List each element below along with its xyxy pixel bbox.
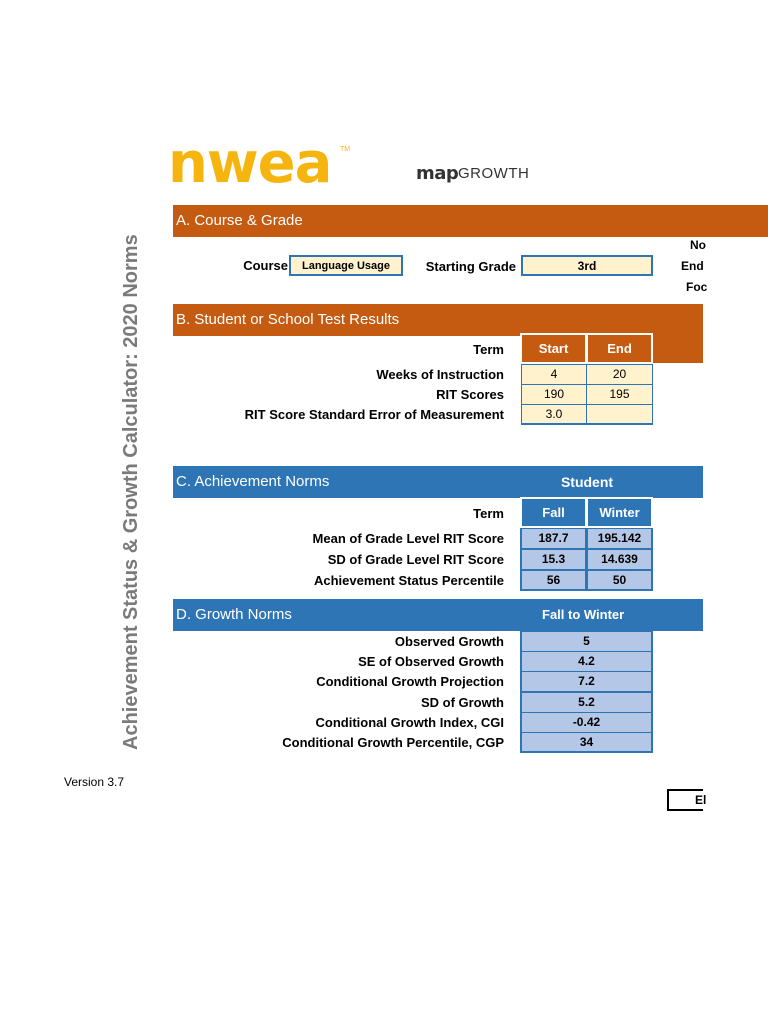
cgp-value: 34	[520, 732, 653, 753]
course-label: Course	[243, 258, 288, 273]
mean-rit-winter: 195.142	[586, 528, 653, 549]
section-d-title: D. Growth Norms	[176, 606, 292, 623]
section-b-header	[173, 304, 703, 336]
section-b-title: B. Student or School Test Results	[176, 311, 400, 328]
section-c-title: C. Achievement Norms	[176, 473, 330, 490]
growth-period-header: Fall to Winter	[520, 599, 703, 631]
growth-projection-value: 7.2	[520, 671, 653, 692]
cgi-value: -0.42	[520, 712, 653, 733]
cut-label-foc: Foc	[686, 280, 708, 294]
cut-off-button[interactable]: El	[667, 789, 703, 811]
rit-start-input[interactable]: 190	[521, 384, 587, 405]
map-logo-text: map	[416, 163, 459, 184]
se-growth-value: 4.2	[520, 651, 653, 672]
nwea-logo: nwea	[168, 131, 332, 196]
cut-label-end: End	[681, 259, 704, 273]
sd-growth-label: SD of Growth	[420, 695, 504, 710]
section-c-header-extension	[653, 466, 703, 498]
term-fall-header: Fall	[520, 497, 587, 528]
rit-end-input[interactable]: 195	[586, 384, 653, 405]
sd-rit-fall: 15.3	[520, 549, 587, 570]
weeks-of-instruction-label: Weeks of Instruction	[376, 367, 504, 382]
growth-projection-label: Conditional Growth Projection	[316, 674, 504, 689]
starting-grade-label: Starting Grade	[425, 259, 516, 274]
growth-logo-text: GROWTH	[458, 165, 530, 182]
sem-label: RIT Score Standard Error of Measurement	[244, 407, 504, 422]
achievement-percentile-fall: 56	[520, 570, 587, 591]
section-a-title: A. Course & Grade	[176, 212, 303, 229]
achievement-percentile-winter: 50	[586, 570, 653, 591]
sem-start-input[interactable]: 3.0	[521, 404, 587, 425]
mean-rit-fall: 187.7	[520, 528, 587, 549]
weeks-end-input[interactable]: 20	[586, 364, 653, 385]
sd-growth-value: 5.2	[520, 692, 653, 713]
cut-label-no: No	[690, 238, 706, 252]
version-label: Version 3.7	[64, 775, 125, 789]
sem-end-input[interactable]	[586, 404, 653, 425]
term-winter-header: Winter	[586, 497, 653, 528]
sd-rit-winter: 14.639	[586, 549, 653, 570]
calculator-title: Achievement Status & Growth Calculator: 2020 Norms	[120, 234, 142, 750]
section-b-term-label: Term	[473, 342, 504, 357]
achievement-percentile-label: Achievement Status Percentile	[313, 573, 504, 588]
cgi-label: Conditional Growth Index, CGI	[315, 715, 504, 730]
trademark-mark: TM	[340, 146, 351, 153]
student-group-header: Student	[520, 466, 654, 498]
weeks-start-input[interactable]: 4	[521, 364, 587, 385]
course-select[interactable]: Language Usage	[289, 255, 403, 276]
term-start-header: Start	[520, 333, 587, 364]
term-end-header: End	[586, 333, 653, 364]
rit-scores-label: RIT Scores	[436, 387, 504, 402]
observed-growth-value: 5	[520, 631, 653, 652]
sd-rit-label: SD of Grade Level RIT Score	[327, 552, 504, 567]
section-c-term-label: Term	[473, 506, 504, 521]
section-a-header	[173, 205, 768, 237]
section-b-header-extension	[650, 304, 703, 363]
se-growth-label: SE of Observed Growth	[358, 654, 504, 669]
observed-growth-label: Observed Growth	[394, 634, 504, 649]
starting-grade-select[interactable]: 3rd	[521, 255, 653, 276]
mean-rit-label: Mean of Grade Level RIT Score	[312, 531, 504, 546]
cgp-label: Conditional Growth Percentile, CGP	[282, 735, 504, 750]
